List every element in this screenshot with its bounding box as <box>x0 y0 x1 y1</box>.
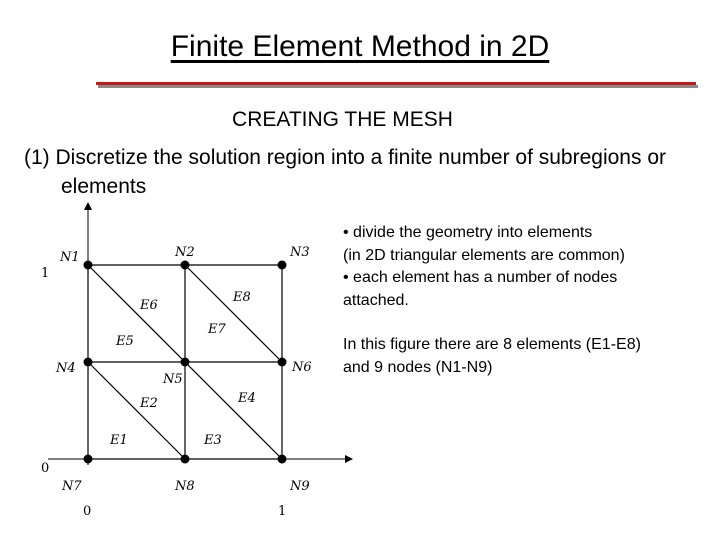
node-marker <box>278 358 287 367</box>
node-marker <box>181 455 190 464</box>
mesh-diagram <box>0 195 360 540</box>
node-marker <box>181 261 190 270</box>
node-marker <box>278 261 287 270</box>
node-label: N3 <box>290 245 310 260</box>
node-label: N2 <box>175 245 195 260</box>
node-label: N5 <box>163 372 183 387</box>
node-marker <box>181 358 190 367</box>
slide-title: Finite Element Method in 2D <box>170 30 550 63</box>
axis-label-x-min: 0 <box>83 504 92 519</box>
element-label: E7 <box>208 322 226 337</box>
axis-label-x-max: 1 <box>278 504 287 519</box>
step-text: (1) Discretize the solution region into a finite number of subregions or elements <box>24 146 666 198</box>
node-label: N9 <box>290 479 310 494</box>
bullet-line: • divide the geometry into elements <box>343 224 593 241</box>
node-marker <box>84 261 93 270</box>
node-label: N1 <box>60 250 80 265</box>
element-label: E8 <box>233 290 251 305</box>
element-label: E2 <box>140 396 158 411</box>
side-notes <box>343 222 713 379</box>
element-label: E5 <box>116 334 134 349</box>
node-label: N8 <box>175 479 195 494</box>
element-label: E6 <box>140 298 158 313</box>
element-label: E3 <box>204 433 222 448</box>
node-marker <box>84 358 93 367</box>
bullet-line: (in 2D triangular elements are common) <box>343 246 625 264</box>
summary-line: and 9 nodes (N1-N9) <box>343 358 493 376</box>
node-marker <box>278 455 287 464</box>
node-label: N7 <box>62 479 82 494</box>
node-label: N6 <box>292 360 312 375</box>
element-label: E4 <box>238 391 256 406</box>
axis-label-y-min: 0 <box>41 461 50 476</box>
summary-line: In this figure there are 8 elements (E1-E8) <box>343 336 641 353</box>
section-heading: CREATING THE MESH <box>232 108 453 131</box>
element-label: E1 <box>110 433 128 448</box>
bullet-line: • each element has a number of nodes <box>343 269 618 286</box>
node-label: N4 <box>56 361 76 376</box>
title-rule <box>96 82 696 85</box>
axis-label-y-max: 1 <box>41 266 50 281</box>
bullet-line: attached. <box>343 291 409 309</box>
node-marker <box>84 455 93 464</box>
